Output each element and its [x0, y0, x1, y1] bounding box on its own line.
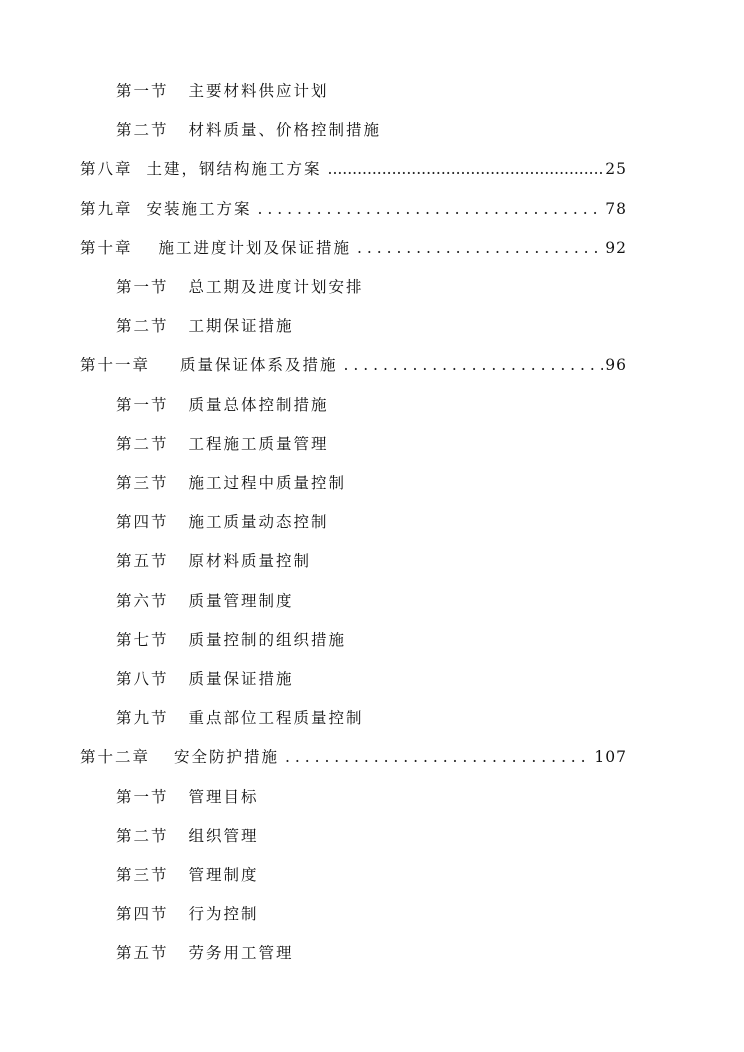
toc-section-number: 第九节 — [116, 709, 169, 727]
toc-chapter-title: 安全防护措施 — [174, 748, 280, 766]
toc-chapter-number: 第十二章 — [80, 748, 151, 766]
toc-section-row[interactable] — [116, 784, 656, 810]
toc-section-title: 管理制度 — [188, 866, 259, 884]
toc-chapter-heading — [80, 352, 338, 378]
toc-chapter-heading — [80, 744, 279, 770]
toc-section-row[interactable] — [116, 78, 656, 104]
toc-section-title: 工期保证措施 — [188, 317, 294, 335]
toc-chapter-heading — [80, 235, 351, 261]
toc-section-title: 工程施工质量管理 — [188, 435, 329, 453]
toc-section-title: 行为控制 — [188, 905, 259, 923]
toc-section-number: 第三节 — [116, 474, 169, 492]
toc-chapter-title: 质量保证体系及措施 — [180, 356, 338, 374]
toc-section-number: 第六节 — [116, 592, 169, 610]
toc-section-number: 第二节 — [116, 435, 169, 453]
toc-section-title: 劳务用工管理 — [188, 944, 294, 962]
toc-page-number: 25 — [605, 160, 627, 178]
toc-section-row[interactable] — [116, 392, 656, 418]
toc-section-number: 第二节 — [116, 827, 169, 845]
toc-page-number: 107 — [594, 748, 627, 766]
toc-section-number: 第二节 — [116, 121, 169, 139]
toc-chapter-title: 土建，钢结构施工方案 — [146, 160, 322, 178]
toc-chapter-number: 第十章 — [80, 239, 133, 257]
toc-section-title: 总工期及进度计划安排 — [188, 278, 364, 296]
toc-section-title: 重点部位工程质量控制 — [188, 709, 364, 727]
toc-section-title: 主要材料供应计划 — [188, 82, 329, 100]
toc-chapter-title: 施工进度计划及保证措施 — [158, 239, 352, 257]
toc-page-number: 78 — [605, 200, 627, 218]
toc-chapter-row[interactable] — [80, 352, 627, 378]
toc-section-title: 质量总体控制措施 — [188, 396, 329, 414]
toc-chapter-row[interactable] — [80, 156, 627, 182]
toc-chapter-number: 第九章 — [80, 200, 133, 218]
toc-dot-leader — [258, 196, 604, 222]
toc-dot-leader — [285, 744, 592, 770]
toc-section-row[interactable] — [116, 509, 656, 535]
toc-section-row[interactable] — [116, 705, 656, 731]
toc-section-title: 质量控制的组织措施 — [188, 631, 347, 649]
toc-page-number: 96 — [605, 356, 627, 374]
toc-dot-leader — [344, 352, 604, 378]
toc-chapter-number: 第十一章 — [80, 356, 151, 374]
toc-section-row[interactable] — [116, 470, 656, 496]
toc-chapter-row[interactable] — [80, 196, 627, 222]
toc-chapter-row[interactable] — [80, 235, 627, 261]
toc-dot-leader — [328, 156, 604, 182]
toc-chapter-heading — [80, 196, 252, 222]
toc-section-row[interactable] — [116, 548, 656, 574]
toc-section-number: 第一节 — [116, 396, 169, 414]
toc-section-row[interactable] — [116, 117, 656, 143]
toc-section-number: 第八节 — [116, 670, 169, 688]
toc-section-title: 质量管理制度 — [188, 592, 294, 610]
toc-chapter-row[interactable] — [80, 744, 627, 770]
toc-section-number: 第二节 — [116, 317, 169, 335]
toc-section-row[interactable] — [116, 940, 656, 966]
toc-section-number: 第一节 — [116, 278, 169, 296]
toc-section-row[interactable] — [116, 588, 656, 614]
toc-dot-leader — [357, 235, 603, 261]
toc-section-number: 第一节 — [116, 82, 169, 100]
toc-section-title: 质量保证措施 — [188, 670, 294, 688]
toc-section-number: 第五节 — [116, 944, 169, 962]
toc-section-title: 原材料质量控制 — [188, 552, 312, 570]
toc-section-row[interactable] — [116, 274, 656, 300]
toc-page-number: 92 — [605, 239, 627, 257]
toc-section-title: 管理目标 — [188, 788, 259, 806]
toc-section-row[interactable] — [116, 627, 656, 653]
toc-section-row[interactable] — [116, 666, 656, 692]
toc-chapter-title: 安装施工方案 — [146, 200, 252, 218]
toc-chapter-number: 第八章 — [80, 160, 133, 178]
toc-section-row[interactable] — [116, 901, 656, 927]
toc-section-number: 第四节 — [116, 905, 169, 923]
toc-section-title: 施工质量动态控制 — [188, 513, 329, 531]
toc-section-title: 施工过程中质量控制 — [188, 474, 347, 492]
toc-section-number: 第一节 — [116, 788, 169, 806]
toc-section-title: 组织管理 — [188, 827, 259, 845]
toc-section-number: 第四节 — [116, 513, 169, 531]
toc-section-number: 第五节 — [116, 552, 169, 570]
toc-chapter-heading — [80, 156, 322, 182]
toc-section-row[interactable] — [116, 313, 656, 339]
toc-section-number: 第七节 — [116, 631, 169, 649]
toc-section-row[interactable] — [116, 431, 656, 457]
toc-section-number: 第三节 — [116, 866, 169, 884]
toc-section-row[interactable] — [116, 823, 656, 849]
toc-section-row[interactable] — [116, 862, 656, 888]
toc-section-title: 材料质量、价格控制措施 — [188, 121, 382, 139]
